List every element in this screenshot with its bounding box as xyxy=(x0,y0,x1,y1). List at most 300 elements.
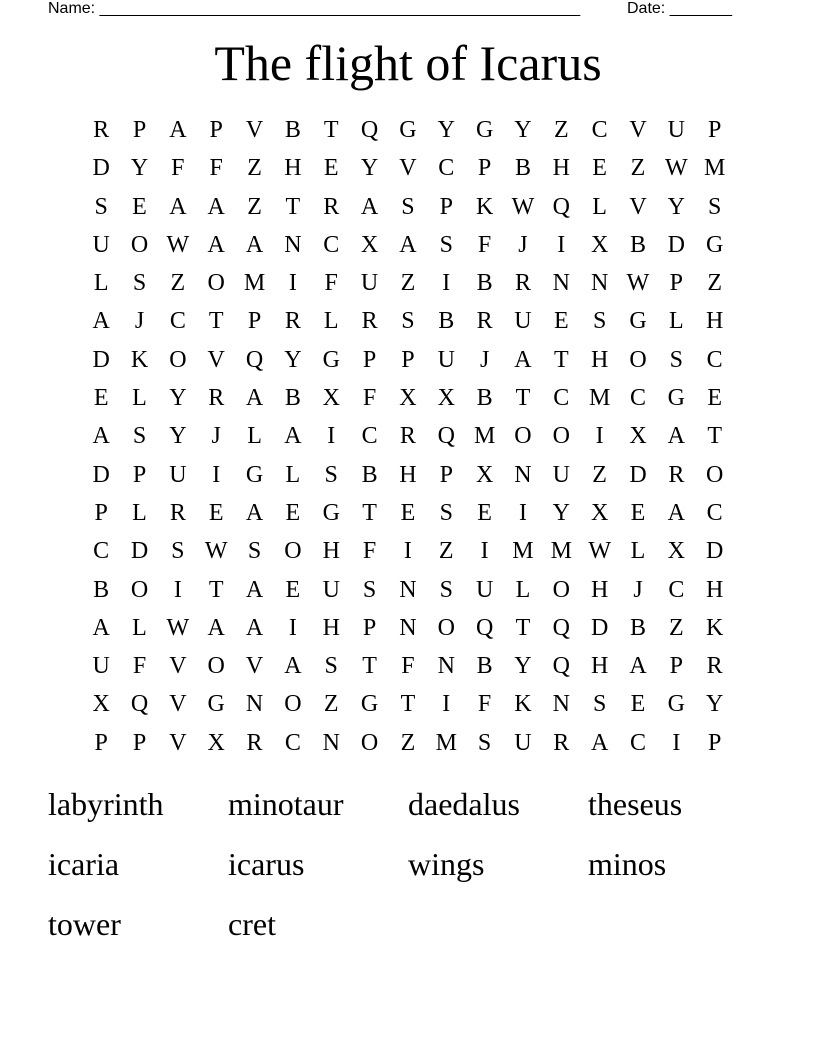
grid-cell: B xyxy=(93,576,110,603)
grid-cell: A xyxy=(629,653,647,680)
grid-cell: D xyxy=(92,346,110,373)
grid-cell: F xyxy=(132,653,147,680)
grid-cell: W xyxy=(204,538,228,565)
grid-cell: I xyxy=(595,423,604,450)
grid-row xyxy=(82,647,734,685)
grid-cell: E xyxy=(477,499,492,526)
grid-cell: L xyxy=(132,499,147,526)
grid-row xyxy=(82,226,734,264)
grid-cell: S xyxy=(707,193,722,220)
grid-cell: G xyxy=(207,691,225,718)
grid-cell: A xyxy=(207,614,225,641)
grid-cell: U xyxy=(552,461,570,488)
grid-cell: B xyxy=(476,385,493,412)
grid-cell: L xyxy=(323,308,339,335)
grid-cell: E xyxy=(208,499,224,526)
grid-cell: S xyxy=(401,193,415,220)
grid-cell: P xyxy=(477,155,492,182)
grid-cell: S xyxy=(669,346,683,373)
grid-cell: Q xyxy=(130,691,149,718)
grid-cell: C xyxy=(668,576,685,603)
word-bank xyxy=(48,778,768,958)
grid-cell: J xyxy=(518,231,528,258)
grid-cell: B xyxy=(438,308,455,335)
grid-cell: R xyxy=(476,308,493,335)
grid-cell: Y xyxy=(667,193,685,220)
grid-cell: Y xyxy=(706,691,724,718)
grid-cell: X xyxy=(475,461,494,488)
word-search-grid xyxy=(82,111,734,762)
grid-cell: I xyxy=(557,231,566,258)
grid-cell: H xyxy=(590,576,609,603)
grid-cell: I xyxy=(212,461,221,488)
grid-cell: S xyxy=(362,576,377,603)
grid-cell: A xyxy=(92,308,110,335)
grid-cell: A xyxy=(207,193,225,220)
grid-cell: T xyxy=(208,576,224,603)
grid-cell: A xyxy=(169,193,187,220)
grid-cell: E xyxy=(285,499,301,526)
grid-cell: U xyxy=(514,729,532,756)
grid-cell: U xyxy=(360,270,379,297)
grid-cell: G xyxy=(360,691,379,718)
grid-cell: V xyxy=(245,117,264,143)
word-bank-item: wings xyxy=(408,846,485,882)
grid-cell: Y xyxy=(552,499,570,526)
grid-cell: S xyxy=(439,576,453,603)
grid-cell: I xyxy=(442,270,451,297)
grid-cell: T xyxy=(515,614,531,641)
grid-cell: Q xyxy=(475,614,494,641)
grid-cell: L xyxy=(247,423,262,450)
grid-cell: N xyxy=(552,691,570,718)
grid-cell: I xyxy=(288,614,297,641)
grid-cell: P xyxy=(362,346,377,373)
grid-cell: E xyxy=(630,691,646,718)
grid-cell: T xyxy=(707,423,722,450)
grid-cell: Z xyxy=(707,270,722,297)
grid-cell: U xyxy=(514,308,532,335)
grid-cell: M xyxy=(512,538,534,565)
grid-cell: D xyxy=(629,461,647,488)
grid-row xyxy=(82,188,734,226)
grid-cell: P xyxy=(132,461,147,488)
grid-cell: R xyxy=(399,423,416,450)
grid-cell: C xyxy=(706,499,723,526)
grid-row xyxy=(82,609,734,647)
grid-cell: A xyxy=(169,117,187,143)
grid-cell: R xyxy=(361,308,378,335)
page-title: The flight of Icarus xyxy=(214,35,602,91)
word-bank-item: cret xyxy=(228,906,276,942)
grid-cell: W xyxy=(588,538,611,565)
grid-cell: P xyxy=(209,117,223,143)
grid-cell: Z xyxy=(247,193,262,220)
grid-cell: V xyxy=(169,729,187,756)
grid-cell: P xyxy=(247,308,262,335)
grid-cell: L xyxy=(668,308,684,335)
grid-cell: T xyxy=(285,193,301,220)
grid-cell: A xyxy=(399,231,417,258)
grid-cell: A xyxy=(207,231,225,258)
grid-cell: H xyxy=(399,461,417,488)
grid-cell: Z xyxy=(438,538,454,565)
grid-cell: E xyxy=(132,193,147,220)
grid-cell: W xyxy=(166,614,190,641)
grid-row xyxy=(82,571,734,609)
grid-cell: D xyxy=(130,538,149,565)
grid-cell: O xyxy=(169,346,187,373)
grid-cell: S xyxy=(477,729,492,756)
grid-cell: P xyxy=(94,729,108,756)
worksheet-header xyxy=(0,0,816,22)
grid-cell: K xyxy=(514,691,532,718)
grid-cell: N xyxy=(590,270,609,297)
grid-cell: Q xyxy=(552,193,570,220)
grid-cell: A xyxy=(284,423,302,450)
grid-cell: C xyxy=(591,117,608,143)
grid-cell: J xyxy=(211,423,221,450)
grid-cell: V xyxy=(207,346,225,373)
grid-cell: B xyxy=(514,155,531,182)
grid-cell: W xyxy=(665,155,688,182)
grid-cell: F xyxy=(362,385,377,412)
grid-cell: I xyxy=(480,538,489,565)
grid-row xyxy=(82,302,734,340)
grid-cell: S xyxy=(592,308,607,335)
grid-cell: R xyxy=(169,499,186,526)
grid-cell: D xyxy=(590,614,609,641)
grid-cell: H xyxy=(552,155,570,182)
grid-cell: Y xyxy=(437,117,455,143)
word-bank-item: minotaur xyxy=(228,786,344,822)
grid-cell: Z xyxy=(630,155,646,182)
grid-cell: U xyxy=(92,231,110,258)
grid-cell: M xyxy=(704,155,726,182)
grid-row xyxy=(82,685,734,723)
grid-cell: F xyxy=(477,231,492,258)
grid-cell: A xyxy=(590,729,609,756)
grid-cell: X xyxy=(590,231,609,258)
grid-cell: E xyxy=(323,155,339,182)
grid-cell: H xyxy=(322,614,340,641)
grid-cell: Q xyxy=(552,614,570,641)
grid-row xyxy=(82,532,734,570)
grid-cell: C xyxy=(438,155,455,182)
grid-cell: P xyxy=(132,117,147,143)
grid-row xyxy=(82,264,734,302)
grid-cell: I xyxy=(173,576,182,603)
grid-cell: O xyxy=(284,538,302,565)
grid-cell: O xyxy=(130,231,149,258)
grid-cell: H xyxy=(706,308,724,335)
grid-cell: R xyxy=(323,193,340,220)
grid-cell: N xyxy=(284,231,302,258)
grid-cell: P xyxy=(132,729,147,756)
grid-cell: B xyxy=(284,117,301,143)
grid-cell: O xyxy=(552,423,570,450)
grid-cell: J xyxy=(633,576,643,603)
grid-cell: G xyxy=(399,117,417,143)
grid-cell: Z xyxy=(323,691,339,718)
grid-cell: A xyxy=(245,385,264,412)
grid-cell: I xyxy=(518,499,527,526)
grid-row xyxy=(82,494,734,532)
grid-cell: B xyxy=(476,270,493,297)
grid-row xyxy=(82,149,734,187)
grid-cell: O xyxy=(706,461,724,488)
grid-cell: L xyxy=(285,461,301,488)
grid-cell: A xyxy=(245,231,264,258)
grid-cell: R xyxy=(93,117,110,143)
grid-cell: C xyxy=(361,423,378,450)
grid-cell: C xyxy=(629,729,646,756)
grid-cell: S xyxy=(171,538,185,565)
grid-cell: E xyxy=(630,499,646,526)
grid-cell: E xyxy=(400,499,416,526)
grid-cell: L xyxy=(515,576,531,603)
grid-cell: G xyxy=(322,346,340,373)
grid-row xyxy=(82,456,734,494)
grid-cell: D xyxy=(92,155,110,182)
grid-cell: P xyxy=(362,614,377,641)
grid-cell: X xyxy=(322,385,340,412)
grid-cell: P xyxy=(401,346,415,373)
grid-cell: T xyxy=(323,117,339,143)
grid-cell: Y xyxy=(514,653,532,680)
grid-cell: U xyxy=(92,653,110,680)
word-bank-item: labyrinth xyxy=(48,786,164,822)
grid-cell: B xyxy=(629,231,646,258)
grid-cell: I xyxy=(672,729,681,756)
grid-cell: S xyxy=(592,691,607,718)
grid-cell: W xyxy=(626,270,650,297)
grid-cell: P xyxy=(707,729,722,756)
grid-cell: H xyxy=(590,653,609,680)
grid-cell: U xyxy=(475,576,494,603)
grid-cell: T xyxy=(362,653,377,680)
grid-cell: R xyxy=(706,653,723,680)
grid-cell: X xyxy=(590,499,609,526)
grid-cell: Y xyxy=(130,155,149,182)
grid-cell: K xyxy=(706,614,724,641)
grid-cell: Z xyxy=(170,270,186,297)
grid-cell: C xyxy=(93,538,110,565)
grid-cell: A xyxy=(514,346,532,373)
grid-cell: Q xyxy=(437,423,455,450)
grid-cell: A xyxy=(245,576,264,603)
grid-cell: Z xyxy=(400,270,416,297)
grid-cell: P xyxy=(707,117,722,143)
grid-cell: Z xyxy=(400,729,416,756)
grid-cell: E xyxy=(285,576,301,603)
grid-row xyxy=(82,341,734,379)
grid-cell: N xyxy=(322,729,340,756)
grid-cell: O xyxy=(207,653,225,680)
grid-cell: B xyxy=(476,653,493,680)
grid-cell: S xyxy=(439,231,453,258)
grid-cell: C xyxy=(706,346,723,373)
grid-cell: B xyxy=(361,461,378,488)
grid-cell: P xyxy=(669,270,683,297)
grid-cell: P xyxy=(669,653,683,680)
grid-cell: A xyxy=(245,499,264,526)
grid-cell: R xyxy=(514,270,531,297)
grid-cell: S xyxy=(94,193,108,220)
grid-cell: L xyxy=(132,385,147,412)
grid-cell: O xyxy=(629,346,647,373)
grid-cell: A xyxy=(245,614,264,641)
grid-cell: A xyxy=(667,423,685,450)
grid-cell: U xyxy=(322,576,340,603)
grid-cell: A xyxy=(92,423,110,450)
grid-cell: O xyxy=(437,614,455,641)
grid-cell: G xyxy=(667,385,685,412)
grid-cell: A xyxy=(284,653,302,680)
grid-cell: S xyxy=(324,461,338,488)
word-bank-item: minos xyxy=(588,846,667,882)
grid-cell: S xyxy=(132,270,147,297)
grid-cell: N xyxy=(399,614,417,641)
grid-cell: E xyxy=(553,308,569,335)
grid-cell: U xyxy=(169,461,187,488)
grid-cell: F xyxy=(324,270,338,297)
grid-cell: E xyxy=(707,385,722,412)
grid-cell: F xyxy=(362,538,377,565)
grid-cell: D xyxy=(706,538,724,565)
grid-row xyxy=(82,111,734,149)
grid-cell: V xyxy=(169,691,187,718)
grid-cell: R xyxy=(284,308,301,335)
word-bank-item: daedalus xyxy=(408,786,520,822)
grid-cell: G xyxy=(475,117,494,143)
grid-cell: X xyxy=(360,231,379,258)
grid-cell: V xyxy=(245,653,264,680)
grid-cell: N xyxy=(514,461,532,488)
grid-cell: T xyxy=(515,385,531,412)
grid-cell: A xyxy=(92,614,110,641)
grid-cell: R xyxy=(246,729,263,756)
grid-cell: X xyxy=(92,691,110,718)
grid-cell: X xyxy=(399,385,417,412)
name-field: Name: ______________________________________________________ xyxy=(48,0,581,17)
date-field: Date: _______ xyxy=(627,0,732,17)
grid-cell: F xyxy=(209,155,223,182)
grid-cell: D xyxy=(667,231,685,258)
grid-cell: S xyxy=(439,499,453,526)
grid-cell: B xyxy=(284,385,301,412)
grid-cell: O xyxy=(514,423,532,450)
grid-cell: K xyxy=(475,193,494,220)
grid-cell: V xyxy=(629,193,647,220)
grid-cell: N xyxy=(552,270,570,297)
grid-cell: L xyxy=(132,614,147,641)
grid-cell: M xyxy=(473,423,496,450)
grid-cell: Z xyxy=(592,461,607,488)
grid-cell: T xyxy=(208,308,224,335)
grid-cell: C xyxy=(553,385,570,412)
grid-cell: Q xyxy=(552,653,570,680)
grid-cell: T xyxy=(553,346,569,373)
grid-cell: O xyxy=(360,729,379,756)
grid-cell: N xyxy=(399,576,417,603)
grid-cell: G xyxy=(667,691,685,718)
grid-cell: L xyxy=(630,538,646,565)
grid-cell: P xyxy=(439,461,453,488)
grid-cell: F xyxy=(477,691,492,718)
grid-cell: N xyxy=(437,653,455,680)
grid-cell: S xyxy=(324,653,338,680)
grid-cell: W xyxy=(511,193,535,220)
grid-cell: Y xyxy=(360,155,379,182)
grid-cell: I xyxy=(442,691,451,718)
grid-cell: J xyxy=(134,308,145,335)
grid-cell: C xyxy=(629,385,646,412)
grid-cell: Q xyxy=(245,346,264,373)
grid-cell: R xyxy=(208,385,225,412)
grid-cell: X xyxy=(667,538,685,565)
grid-cell: G xyxy=(322,499,340,526)
word-bank-item: icarus xyxy=(228,846,305,882)
grid-cell: E xyxy=(592,155,607,182)
grid-cell: G xyxy=(706,231,724,258)
grid-cell: D xyxy=(92,461,110,488)
grid-cell: F xyxy=(171,155,185,182)
grid-cell: O xyxy=(552,576,570,603)
grid-cell: M xyxy=(588,385,611,412)
grid-cell: X xyxy=(207,729,225,756)
word-bank-item: theseus xyxy=(588,786,683,822)
grid-cell: L xyxy=(592,193,607,220)
grid-cell: M xyxy=(243,270,266,297)
grid-cell: B xyxy=(629,614,646,641)
grid-cell: Z xyxy=(247,155,262,182)
grid-cell: E xyxy=(93,385,109,412)
grid-cell: H xyxy=(284,155,302,182)
grid-cell: C xyxy=(323,231,340,258)
grid-cell: Y xyxy=(284,346,302,373)
grid-cell: V xyxy=(399,155,417,182)
grid-cell: A xyxy=(667,499,685,526)
grid-cell: Z xyxy=(553,117,569,143)
grid-cell: N xyxy=(245,691,264,718)
grid-cell: R xyxy=(668,461,685,488)
grid-cell: I xyxy=(327,423,336,450)
grid-row xyxy=(82,379,734,417)
grid-cell: X xyxy=(629,423,647,450)
grid-cell: C xyxy=(169,308,186,335)
grid-row xyxy=(82,417,734,455)
grid-cell: U xyxy=(437,346,455,373)
grid-cell: W xyxy=(166,231,190,258)
grid-cell: P xyxy=(439,193,453,220)
grid-cell: R xyxy=(553,729,570,756)
grid-cell: I xyxy=(288,270,297,297)
word-bank-item: icaria xyxy=(48,846,120,882)
word-bank-item: tower xyxy=(48,906,121,942)
grid-cell: Z xyxy=(668,614,684,641)
grid-cell: S xyxy=(401,308,415,335)
grid-cell: M xyxy=(550,538,572,565)
grid-cell: O xyxy=(284,691,302,718)
grid-cell: H xyxy=(590,346,609,373)
grid-cell: L xyxy=(93,270,109,297)
grid-cell: F xyxy=(401,653,415,680)
grid-cell: C xyxy=(284,729,301,756)
grid-cell: K xyxy=(130,346,149,373)
grid-cell: G xyxy=(245,461,264,488)
grid-cell: A xyxy=(360,193,379,220)
